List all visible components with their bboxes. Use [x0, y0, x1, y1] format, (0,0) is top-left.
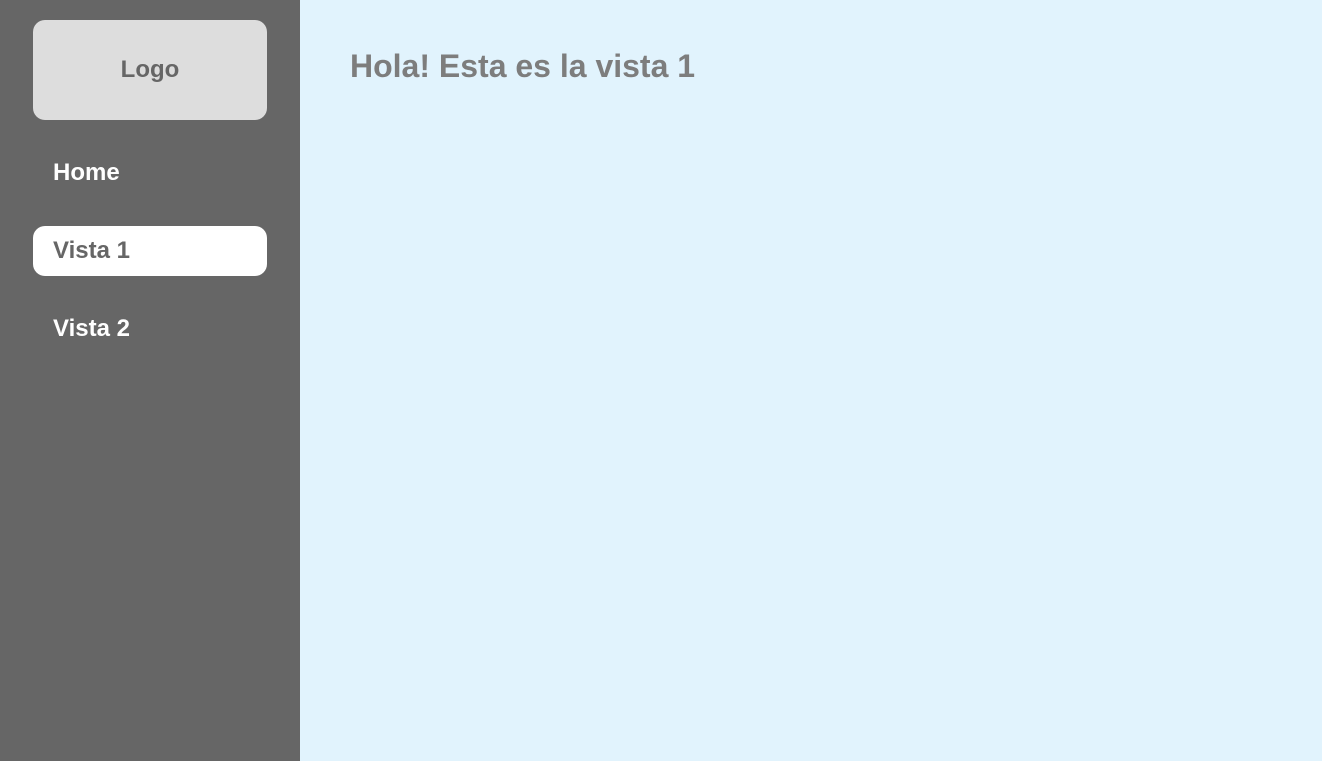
sidebar-item-home[interactable]: Home: [53, 159, 120, 186]
sidebar-nav: [33, 148, 267, 382]
sidebar-item-vista-2[interactable]: Vista 2: [53, 315, 130, 342]
sidebar-item-vista-1[interactable]: Vista 1: [33, 226, 267, 276]
sidebar: [0, 0, 300, 761]
main-content: [300, 0, 1322, 761]
logo[interactable]: Logo: [33, 20, 267, 120]
page-title: Hola! Esta es la vista 1: [350, 48, 696, 84]
